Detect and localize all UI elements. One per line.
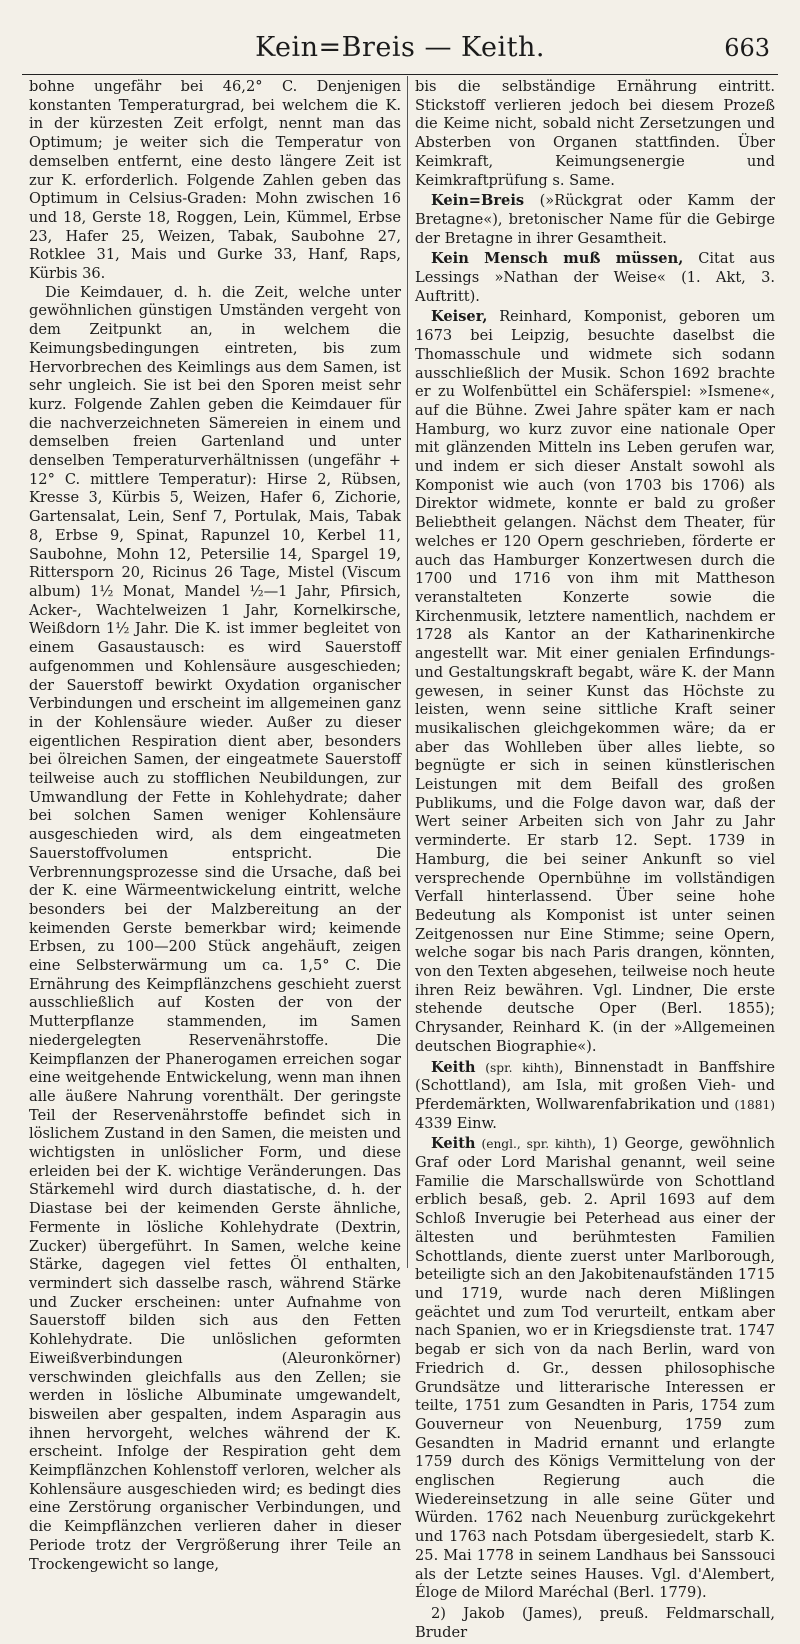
- pronunciation-keith-town: (spr. kihth): [475, 1060, 559, 1075]
- entry-keith-town: [415, 1059, 775, 1134]
- entry-text-keiser: Reinhard, Komponist, geboren um 1673 bei Leipzig, besuchte daselbst die Thomasschule und widmete sich sodann ausschließlich der Musik. Schon 1692 brachte er zu Wolfenbüttel ein Schäferspiel: »Ismene«, auf die Bühne. Zwei Jahre später kam er nach Hamburg, wo kurz zuvor eine nationale Oper mit glänzenden Mitteln ins Leben gerufen war, und indem er sich dieser Anstalt sowohl als Komponist wie auch (von 1703 bis 1706) als Direktor widmete, konnte er bald zu großer Beliebtheit gelangen. Nächst dem Theater, für welches er 120 Opern geschrieben, förderte er auch das Hamburger Konzertwesen durch die 1700 und 1716 von ihm mit Mattheson veranstalteten Konzerte sowie die Kirchenmusik, letztere namentlich, nachdem er 1728 als Kantor an der Katharinenkirche angestellt war. Mit einer genialen Erfindungs- und Gestaltungskraft begabt, wäre K. der Mann gewesen, in seiner Kunst das Höchste zu leisten, wenn seine sittliche Kraft seiner musikalischen gleichgekommen wäre; da er aber das Wohlleben über alles liebte, so begnügte er sich in seinen künstlerischen Leistungen mit dem Beifall des großen Publikums, und die Folge davon war, daß der Wert seiner Arbeiten sich von Jahr zu Jahr verminderte. Er starb 12. Sept. 1739 in Hamburg, die bei seiner Ankunft so viel versprechende Opernbühne im vollständigen Verfall hinterlassend. Über seine hohe Bedeutung als Komponist ist unter seinen Zeitgenossen nur Eine Stimme; seine Opern, welche sogar bis nach Paris drangen, könnten, von den Texten abgesehen, teilweise noch heute ihren Reiz bewähren. Vgl. Lindner, Die erste stehende deutsche Oper (Berl. 1855); Chrysander, Reinhard K. (in der »Allgemeinen deutschen Biographie«).: [415, 308, 775, 1055]
- entry-keiser: [415, 308, 775, 1056]
- paragraph-optimum: bohne ungefähr bei 46,2° C. Denjenigen konstanten Temperaturgrad, bei welchem die K. in der kürzesten Zeit erfolgt, nennt man das Optimum; je weiter sich die Temperatur von demselben entfernt, eine desto längere Zeit ist zur K. erforderlich. Folgende Zahlen geben das Optimum in Celsius-Graden: Mohn zwischen 16 und 18, Gerste 18, Roggen, Lein, Kümmel, Erbse 23, Hafer 25, Weizen, Tabak, Saubohne 27, Rotklee 31, Mais und Gurke 33, Hanf, Raps, Kürbis 36.: [29, 78, 401, 283]
- census-year: (1881): [734, 1097, 775, 1112]
- entry-text-kein-breis: (»Rückgrat oder Kamm der Bretagne«), bretonischer Name für die Gebirge der Bretagne in ihrer Gesamtheit.: [415, 192, 775, 247]
- entry-text-keith-person: , 1) George, gewöhnlich Graf oder Lord Marishal genannt, weil seine Familie die Marschallswürde von Schottland erblich besaß, geb. 2. April 1693 auf dem Schloß Inverugie bei Peterhead aus einer der ältesten und berühmtesten Familien Schottlands, diente zuerst unter Marlborough, beteiligte sich an den Jakobitenaufständen 1715 und 1719, wurde nach deren Mißlingen geächtet und zum Tod verurteilt, entkam aber nach Spanien, wo er in Kriegsdienste trat. 1747 begab er sich von da nach Berlin, ward von Friedrich d. Gr., dessen philosophische Grundsätze und litterarische Interessen er teilte, 1751 zum Gesandten in Paris, 1754 zum Gouverneur von Neuenburg, 1759 zum Gesandten in Madrid ernannt und erlangte 1759 durch des Königs Vermittelung von der englischen Regierung auch die Wiedereinsetzung in alle seine Güter und Würden. 1762 nach Neuenburg zurückgekehrt und 1763 nach Potsdam übergesiedelt, starb K. 25. Mai 1778 in seinem Landhaus bei Sanssouci als der Letzte seines Hauses. Vgl. d'Alembert, Éloge de Milord Maréchal (Berl. 1779).: [415, 1135, 775, 1602]
- paragraph-keimdauer: Die Keimdauer, d. h. die Zeit, welche unter gewöhnlichen günstigen Umständen vergeht von dem Zeitpunkt an, in welchem die Keimungsbedingungen eintreten, bis zum Hervorbrechen des Keimlings aus dem Samen, ist sehr ungleich. Sie ist bei den Sporen meist sehr kurz. Folgende Zahlen geben die Keimdauer für die nachverzeichneten Sämereien in einem und demselben freien Gartenland und unter denselben Temperaturverhältnissen (ungefähr + 12° C. mittlere Temperatur): Hirse 2, Rübsen, Kresse 3, Kürbis 5, Weizen, Hafer 6, Zichorie, Gartensalat, Lein, Senf 7, Portulak, Mais, Tabak 8, Erbse 9, Spinat, Rapunzel 10, Kerbel 11, Saubohne, Mohn 12, Petersilie 14, Spargel 19, Rittersporn 20, Ricinus 26 Tage, Mistel (Viscum album) 1½ Monat, Mandel ½—1 Jahr, Pfirsich, Acker-, Wachtelweizen 1 Jahr, Kornelkirsche, Weißdorn 1½ Jahr. Die K. ist immer begleitet von einem Gasaustausch: es wird Sauerstoff aufgenommen und Kohlensäure ausgeschieden; der Sauerstoff bewirkt Oxydation organischer Verbindungen und erscheint im allgemeinen ganz in der Kohlensäure wieder. Außer zu dieser eigentlichen Respiration dient aber, besonders bei ölreichen Samen, der eingeatmete Sauerstoff teilweise auch zu stofflichen Neubildungen, zur Umwandlung der Fette in Kohlehydrate; daher bei solchen Samen weniger Kohlensäure ausgeschieden wird, als dem eingeatmeten Sauerstoffvolumen entspricht. Die Verbrennungsprozesse sind die Ursache, daß bei der K. eine Wärmeentwickelung eintritt, welche besonders bei der Malzbereitung an der keimenden Gerste bemerkbar wird; keimende Erbsen, zu 100—200 Stück angehäuft, zeigen eine Selbsterwärmung um ca. 1,5° C. Die Ernährung des Keimpflänzchens geschieht zuerst ausschließlich auf Kosten der von der Mutterpflanze stammenden, im Samen niedergelegten Reservenährstoffe. Die Keimpflanzen der Phanerogamen erreichen sogar eine weitgehende Entwickelung, wenn man ihnen alle äußere Nahrung vorenthält. Der geringste Teil der Reservenährstoffe befindet sich in löslichem Zustand in den Samen, die meisten und wichtigsten in unlöslicher Form, und diese erleiden bei der K. wichtige Veränderungen. Das Stärkemehl wird durch diastatische, d. h. der Diastase bei der keimenden Gerste ähnliche, Fermente in lösliche Kohlehydrate (Dextrin, Zucker) übergeführt. In Samen, welche keine Stärke, dagegen viel fettes Öl enthalten, vermindert sich dasselbe rasch, während Stärke und Zucker erscheinen: unter Aufnahme von Sauerstoff bilden sich aus den Fetten Kohlehydrate. Die unlöslichen geformten Eiweißverbindungen (Aleuronkörner) verschwinden gleichfalls aus den Zellen; sie werden in lösliche Albuminate umgewandelt, bisweilen aber gespalten, indem Asparagin aus ihnen hervorgeht, welches während der K. erscheint. Infolge der Respiration geht dem Keimpflänzchen Kohlenstoff verloren, welcher als Kohlensäure ausgeschieden wird; es bedingt dies eine Zerstörung organischer Verbindungen, und die Keimpflänzchen verlieren daher in dieser Periode trotz der Vergrößerung ihrer Teile an Trockengewicht so lange,: [29, 283, 401, 1573]
- headword-keiser: Keiser,: [431, 308, 488, 326]
- page-number: 663: [724, 34, 770, 62]
- headword-kein-breis: Kein=Breis: [431, 192, 525, 210]
- headword-kein-mensch: Kein Mensch muß müssen,: [431, 250, 684, 268]
- entry-tail-keith-town: 4339 Einw.: [415, 1114, 497, 1132]
- entry-text-kein-mensch: Citat aus Lessings »Nathan der Weise« (1. Akt, 3. Auftritt).: [415, 250, 775, 305]
- column-divider: [407, 76, 408, 1268]
- header-rule: [22, 74, 778, 75]
- entry-kein-breis: [415, 192, 775, 248]
- running-title: Kein=Breis — Keith.: [255, 32, 545, 63]
- pronunciation-keith-person: (engl., spr. kihth): [475, 1137, 592, 1152]
- entry-text-keith-town: , Binnenstadt in Banffshire (Schottland), am Isla, mit großen Vieh- und Pferdemärkten, Wollwarenfabrikation und: [415, 1058, 775, 1113]
- page-header: [22, 14, 778, 68]
- left-column: [29, 78, 401, 1574]
- headword-keith-person: Keith: [431, 1135, 476, 1153]
- headword-keith-town: Keith: [431, 1058, 476, 1076]
- entry-keith-person: [415, 1135, 775, 1603]
- entry-kein-mensch: [415, 250, 775, 306]
- entry-keith-jakob: 2) Jakob (James), preuß. Feldmarschall, Bruder: [415, 1604, 775, 1641]
- right-column: [415, 78, 775, 1644]
- paragraph-continuation: bis die selbständige Ernährung eintritt. Stickstoff verlieren jedoch bei diesem Prozeß die Keime nicht, sobald nicht Zersetzungen und Absterben von Organen stattfinden. Über Keimkraft, Keimungsenergie und Keimkraftprüfung s. Same.: [415, 78, 775, 189]
